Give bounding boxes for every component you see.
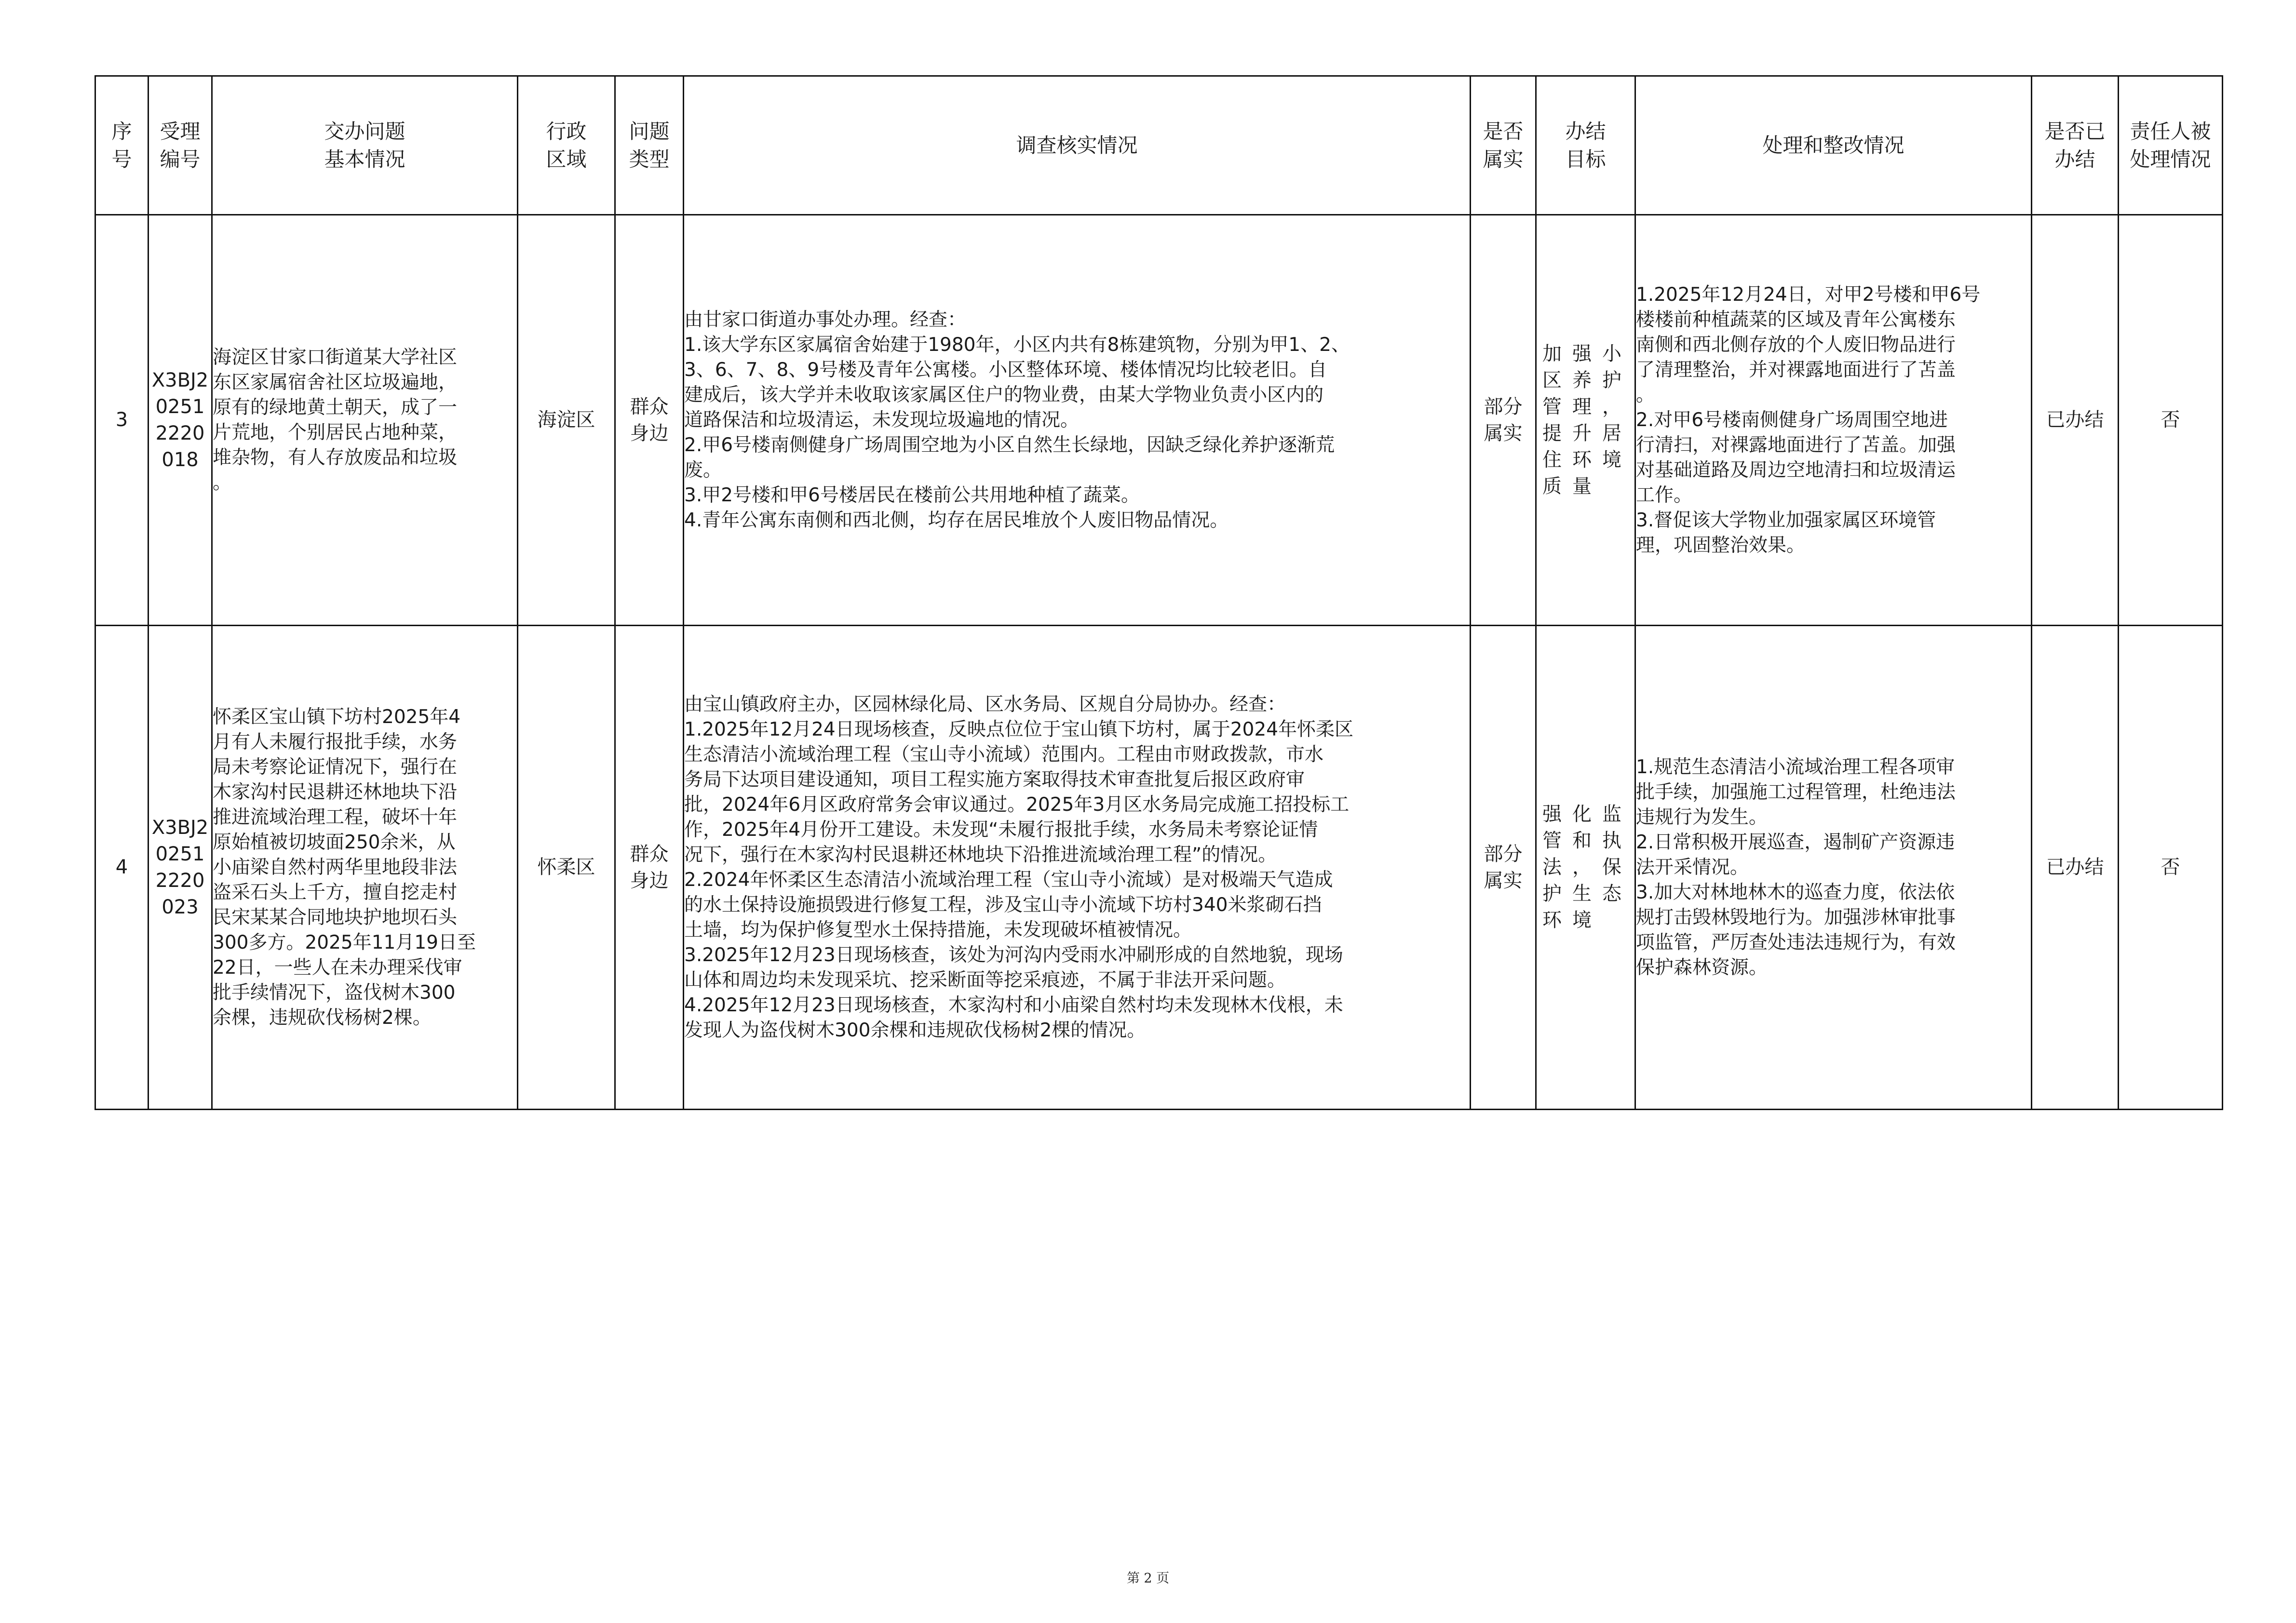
page-number: 第 2 页 [1126,1571,1170,1586]
cell-seq: 4 [95,626,149,1110]
cell-case-no: X3BJ2 0251 2220 018 [149,215,212,626]
cell-verified: 部分 属实 [1471,215,1536,626]
cell-goal: 强化监 管和执 法，保 护生态 环境 [1536,626,1635,1110]
cell-closed: 已办结 [2032,215,2119,626]
header-type: 问题 类型 [615,76,684,215]
report-sheet [95,75,2222,1109]
complaint-table [95,75,2223,1110]
header-seq: 序 号 [95,76,149,215]
header-row [95,76,2223,215]
cell-verified: 部分 属实 [1471,626,1536,1110]
header-closed: 是否已 办结 [2032,76,2119,215]
table-row [95,626,2223,1110]
cell-type: 群众 身边 [615,215,684,626]
cell-issue: 怀柔区宝山镇下坊村2025年4 月有人未履行报批手续，水务 局未考察论证情况下，强行在 木家沟村民退耕还林地块下沿 推进流域治理工程，破坏十年 原始植被切坡面250余米，从 小庙梁自然村两华里地段非法 盗采石头上千方，擅自挖走村 民宋某某合同地块护地坝石头 300多方。2025年11月19日至 22日，一些人在未办理采伐审 批手续情况下，盗伐树木300 余棵，违规砍伐杨树2棵。 [212,626,518,1110]
cell-accountability: 否 [2119,215,2223,626]
header-district: 行政 区域 [518,76,615,215]
cell-case-no: X3BJ2 0251 2220 023 [149,626,212,1110]
header-goal: 办结 目标 [1536,76,1635,215]
cell-investigation: 由宝山镇政府主办，区园林绿化局、区水务局、区规自分局协办。经查： 1.2025年12月24日现场核查，反映点位位于宝山镇下坊村，属于2024年怀柔区 生态清洁小流域治理工程（宝山寺小流域）范围内。工程由市财政拨款，市水 务局下达项目建设通知，项目工程实施方案取得技术审查批复后报区政府审 批，2024年6月区政府常务会审议通过。2025年3月区水务局完成施工招投标工 作，2025年4月份开工建设。未发现“未履行报批手续，水务局未考察论证情 况下，强行在木家沟村民退耕还林地块下沿推进流域治理工程”的情况。 2.2024年怀柔区生态清洁小流域治理工程（宝山寺小流域）是对极端天气造成 的水土保持设施损毁进行修复工程，涉及宝山寺小流域下坊村340米浆砌石挡 土墙，均为保护修复型水土保持措施，未发现破坏植被情况。 3.2025年12月23日现场核查，该处为河沟内受雨水冲刷形成的自然地貌，现场 山体和周边均未发现采坑、挖采断面等挖采痕迹，不属于非法开采问题。 4.2025年12月23日现场核查，木家沟村和小庙梁自然村均未发现林木伐根，未 发现人为盗伐树木300余棵和违规砍伐杨树2棵的情况。 [684,626,1471,1110]
table-row [95,215,2223,626]
cell-district: 怀柔区 [518,626,615,1110]
cell-rectification: 1.规范生态清洁小流域治理工程各项审 批手续，加强施工过程管理，杜绝违法 违规行为发生。 2.日常积极开展巡查，遏制矿产资源违 法开采情况。 3.加大对林地林木的巡查力度，依法依 规打击毁林毁地行为。加强涉林审批事 项监管，严厉查处违法违规行为，有效 保护森林资源。 [1635,626,2032,1110]
cell-seq: 3 [95,215,149,626]
cell-district: 海淀区 [518,215,615,626]
header-accountability: 责任人被 处理情况 [2119,76,2223,215]
header-verified: 是否 属实 [1471,76,1536,215]
cell-issue: 海淀区甘家口街道某大学社区 东区家属宿舍社区垃圾遍地， 原有的绿地黄土朝天，成了一 片荒地，个别居民占地种菜， 堆杂物，有人存放废品和垃圾 。 [212,215,518,626]
cell-rectification: 1.2025年12月24日，对甲2号楼和甲6号 楼楼前种植蔬菜的区域及青年公寓楼东 南侧和西北侧存放的个人废旧物品进行 了清理整治，并对裸露地面进行了苫盖 。 2.对甲6号楼南侧健身广场周围空地进 行清扫，对裸露地面进行了苫盖。加强 对基础道路及周边空地清扫和垃圾清运 工作。 3.督促该大学物业加强家属区环境管 理，巩固整治效果。 [1635,215,2032,626]
header-case-no: 受理 编号 [149,76,212,215]
cell-type: 群众 身边 [615,626,684,1110]
cell-investigation: 由甘家口街道办事处办理。经查： 1.该大学东区家属宿舍始建于1980年，小区内共有8栋建筑物，分别为甲1、2、 3、6、7、8、9号楼及青年公寓楼。小区整体环境、楼体情况均比较老旧。自 建成后，该大学并未收取该家属区住户的物业费，由某大学物业负责小区内的 道路保洁和垃圾清运，未发现垃圾遍地的情况。 2.甲6号楼南侧健身广场周围空地为小区自然生长绿地，因缺乏绿化养护逐渐荒 废。 3.甲2号楼和甲6号楼居民在楼前公共用地种植了蔬菜。 4.青年公寓东南侧和西北侧，均存在居民堆放个人废旧物品情况。 [684,215,1471,626]
cell-accountability: 否 [2119,626,2223,1110]
header-issue: 交办问题 基本情况 [212,76,518,215]
cell-closed: 已办结 [2032,626,2119,1110]
header-investigation: 调查核实情况 [684,76,1471,215]
cell-goal: 加强小 区养护 管理， 提升居 住环境 质量 [1536,215,1635,626]
header-rectification: 处理和整改情况 [1635,76,2032,215]
